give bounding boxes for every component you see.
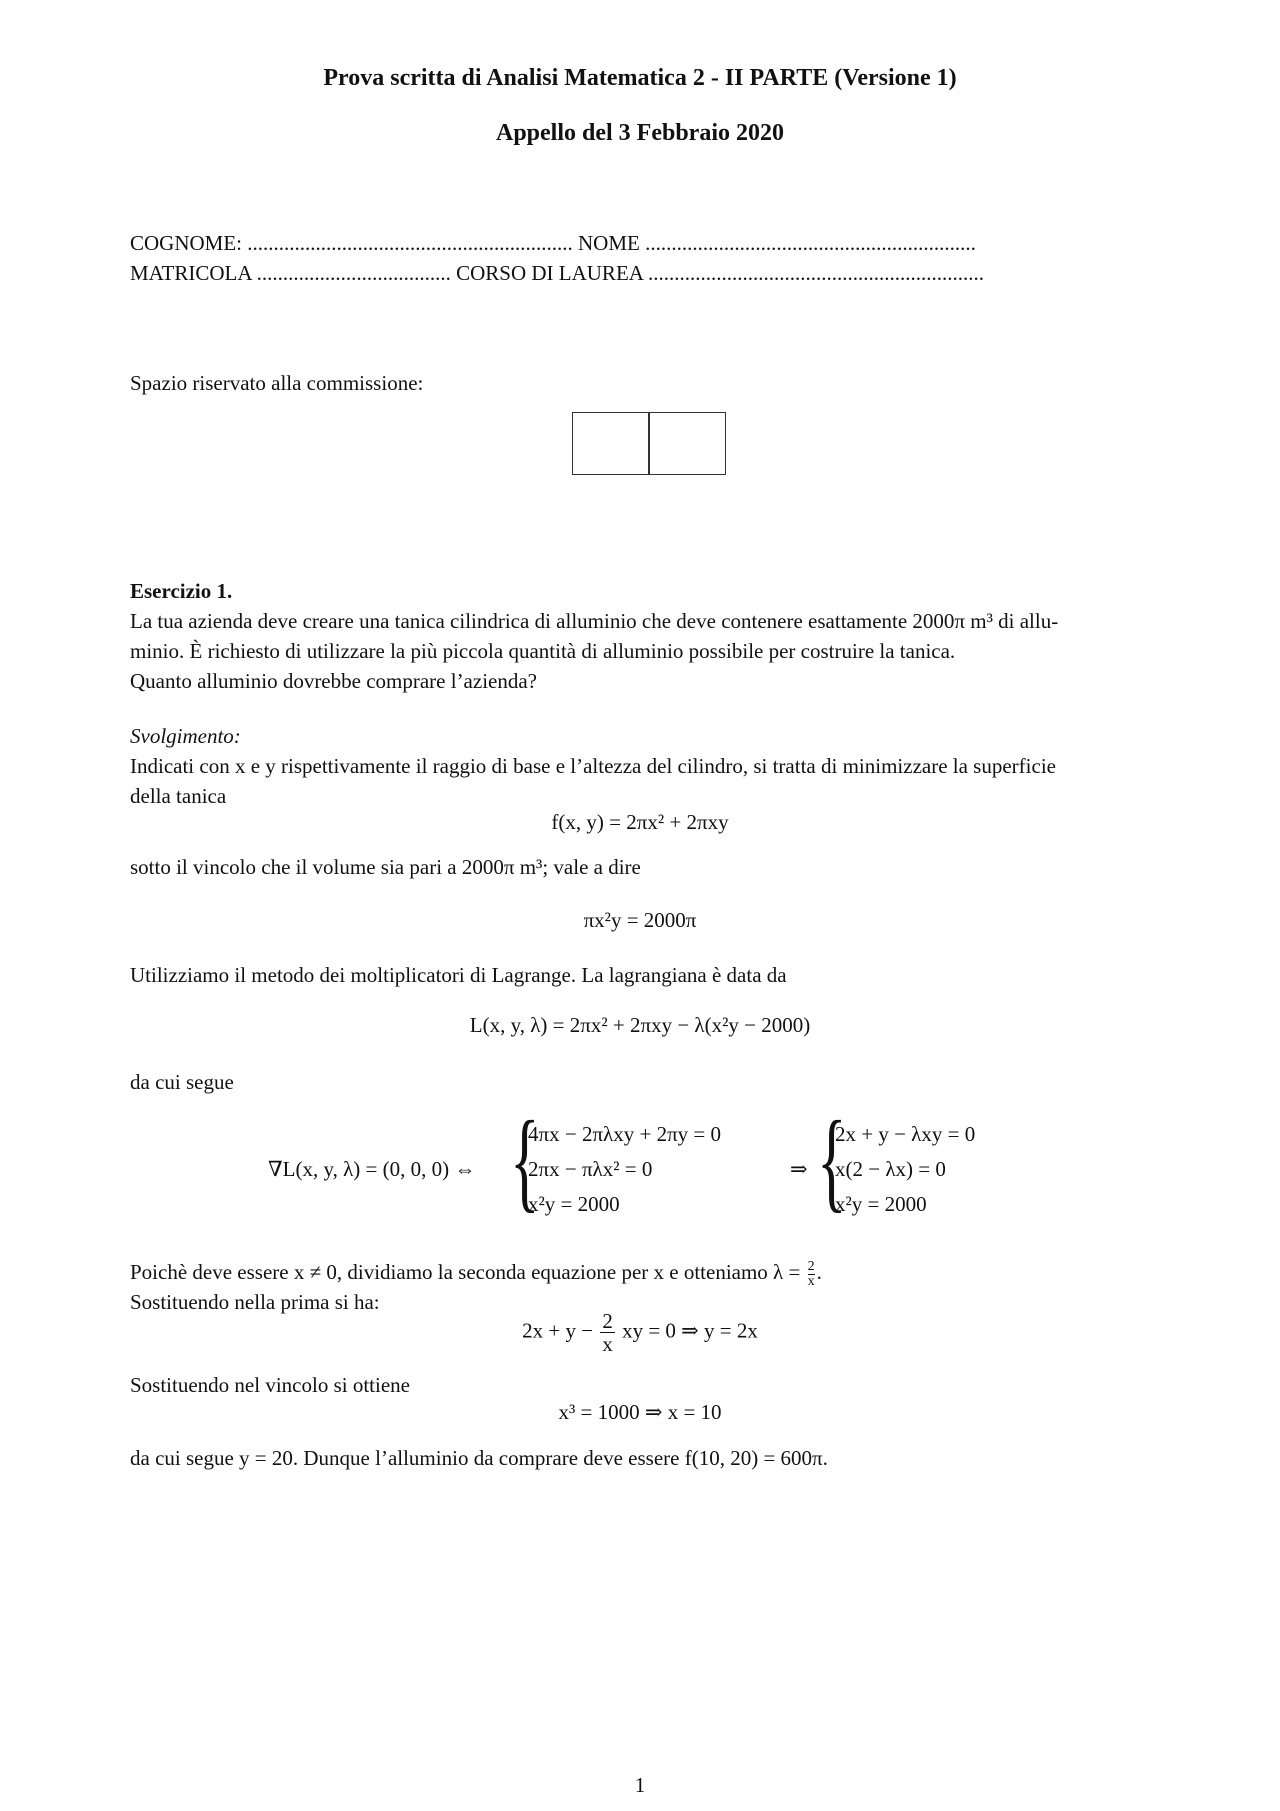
eq4-fraction bbox=[600, 1310, 615, 1355]
equation-constraint: πx²y = 2000π bbox=[583, 908, 697, 932]
score-box-right bbox=[648, 412, 726, 475]
solution-p4: da cui segue bbox=[130, 1070, 234, 1094]
solution-p1-line2: della tanica bbox=[130, 784, 227, 808]
form-line-cognome-nome: COGNOME: .............................................................. NOME ............................................................... bbox=[130, 231, 976, 255]
eq4-fraction-den: x bbox=[602, 1332, 613, 1356]
lambda-fraction bbox=[808, 1260, 815, 1289]
eq4-left: 2x + y − bbox=[522, 1318, 594, 1343]
equation-substitution bbox=[0, 1310, 1280, 1355]
solution-p5: Poichè deve essere x ≠ 0, dividiamo la seconda equazione per x e otteniamo λ = $\frac{2}{x}$ . bbox=[130, 1258, 822, 1289]
exam-date: Appello del 3 Febbraio 2020 bbox=[495, 120, 784, 146]
solution-p7: Sostituendo nel vincolo si ottiene bbox=[130, 1373, 410, 1397]
page-number: 1 bbox=[634, 1773, 646, 1797]
exercise-heading: Esercizio 1. bbox=[130, 579, 233, 603]
form-line-matricola-corso: MATRICOLA ..................................... CORSO DI LAUREA ................................................................ bbox=[130, 261, 985, 285]
equation-surface: f(x, y) = 2πx² + 2πxy bbox=[551, 810, 729, 834]
exam-title: Prova scritta di Analisi Matematica 2 - II PARTE (Versione 1) bbox=[323, 65, 957, 91]
equation-lagrangian: L(x, y, λ) = 2πx² + 2πxy − λ(x²y − 2000) bbox=[469, 1013, 811, 1037]
lambda-fraction-num: 2 bbox=[807, 1258, 815, 1274]
eq4-right: xy = 0 ⇒ y = 2x bbox=[622, 1318, 758, 1343]
exam-page: Prova scritta di Analisi Matematica 2 - II PARTE (Versione 1) Appello del 3 Febbraio 2020 COGNOME: .............................................................. NOME ............................................................... MATRICOLA ..................................... CORSO DI LAUREA ................................................................ Spazio riservato alla commissione: Esercizio 1. La tua azienda deve creare una tanica cilindrica di alluminio che deve contenere esattamente 2000π m³ di allu- minio. È richiesto di utilizzare la più piccola quantità di alluminio possibile per costruire la tanica. Quanto alluminio dovrebbe comprare l’azienda? Svolgimento: Indicati con x e y rispettivamente il raggio di base e l’altezza del cilindro, si tratta di minimizzare la superficie della tanica f(x, y) = 2πx² + 2πxy sotto il vincolo che il volume sia pari a 2000π m³; vale a dire πx²y = 2000π Utilizziamo il metodo dei moltiplicatori di Lagrange. La lagrangiana è data da L(x, y, λ) = 2πx² + 2πxy − λ(x²y − 2000) da cui segue ∇L(x, y, λ) = (0, 0, 0) ⇔ { 4πx − 2πλxy + 2πy = 0 2πx − πλx² = 0 x²y = 2000 ⇒ { 2x + y − λxy = 0 x(2 − λx) = 0 x²y = 2000 Poichè deve essere x ≠ 0, dividiamo la seconda equazione per x e otteniamo λ = $\frac{2}{x}$ . Sostituendo nella prima si ha: 2x + y − $\frac{2}{x}$ xy = 0 ⇒ y = 2x Sostituendo nel vincolo si ottiene x³ = 1000 ⇒ x = 10 da cui segue y = 20. Dunque l’alluminio da comprare deve essere f(10, 20) = 600π. 1 bbox=[0, 0, 1280, 1811]
implies-arrow: ⇒ bbox=[790, 1157, 808, 1181]
solution-p3: Utilizziamo il metodo dei moltiplicatori di Lagrange. La lagrangiana è data da bbox=[130, 963, 787, 987]
solution-p6: Sostituendo nella prima si ha: bbox=[130, 1290, 380, 1314]
equation-cube: x³ = 1000 ⇒ x = 10 bbox=[558, 1400, 722, 1424]
solution-p2: sotto il vincolo che il volume sia pari a 2000π m³; vale a dire bbox=[130, 855, 641, 879]
exercise-text-line1: La tua azienda deve creare una tanica cilindrica di alluminio che deve contenere esattamente 2000π m³ di allu- bbox=[130, 609, 1059, 633]
solution-p5-text: Poichè deve essere x ≠ 0, dividiamo la seconda equazione per x e otteniamo λ = bbox=[130, 1260, 801, 1284]
system2-eq3: x²y = 2000 bbox=[835, 1192, 927, 1216]
exercise-text-line2: minio. È richiesto di utilizzare la più piccola quantità di alluminio possibile per costruire la tanica. bbox=[130, 639, 956, 663]
lambda-fraction-den: x bbox=[807, 1273, 815, 1289]
system2-eq2: x(2 − λx) = 0 bbox=[835, 1157, 946, 1181]
system1-eq3: x²y = 2000 bbox=[528, 1192, 620, 1216]
system1-eq2: 2πx − πλx² = 0 bbox=[528, 1157, 653, 1181]
commission-label: Spazio riservato alla commissione: bbox=[130, 371, 424, 395]
score-box-left bbox=[572, 412, 650, 475]
solution-p1-line1: Indicati con x e y rispettivamente il raggio di base e l’altezza del cilindro, si tratta di minimizzare la superficie bbox=[130, 754, 1056, 778]
exercise-text-line3: Quanto alluminio dovrebbe comprare l’azienda? bbox=[130, 669, 537, 693]
system2-eq1: 2x + y − λxy = 0 bbox=[835, 1122, 976, 1146]
solution-p8: da cui segue y = 20. Dunque l’alluminio da comprare deve essere f(10, 20) = 600π. bbox=[130, 1446, 828, 1470]
solution-heading: Svolgimento: bbox=[130, 724, 241, 748]
eq4-fraction-num: 2 bbox=[602, 1309, 613, 1333]
system1-eq1: 4πx − 2πλxy + 2πy = 0 bbox=[528, 1122, 722, 1146]
system-lhs: ∇L(x, y, λ) = (0, 0, 0) ⇔ bbox=[268, 1157, 476, 1181]
